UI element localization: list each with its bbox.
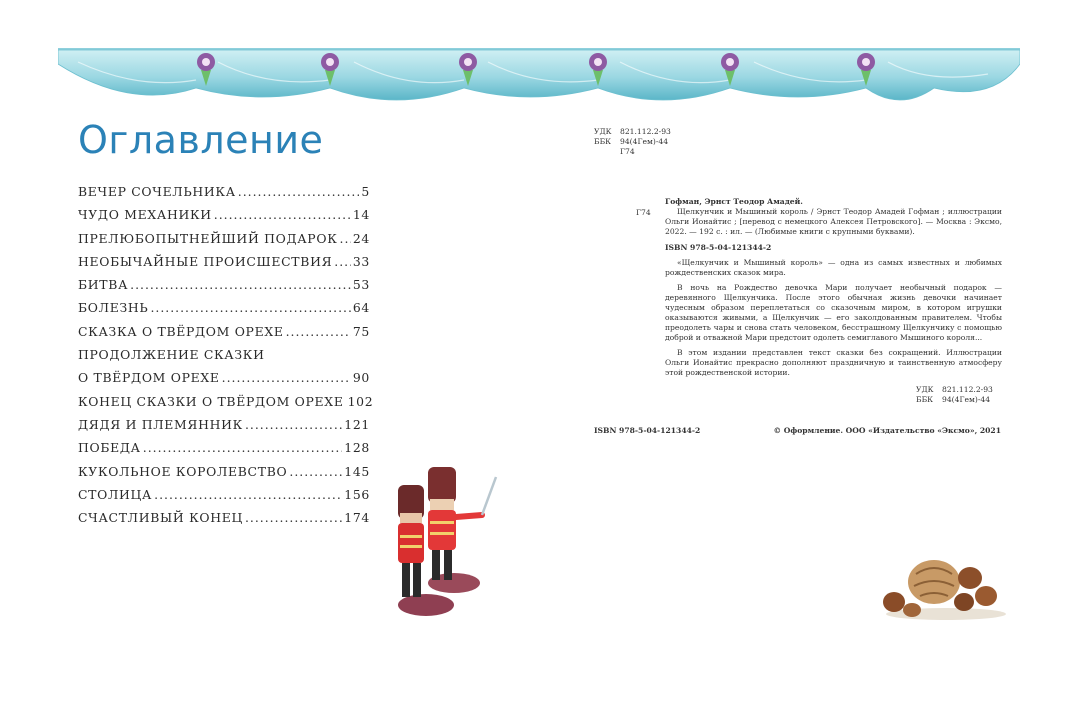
udk-value: 821.112.2-93 — [942, 385, 993, 394]
catalog-codes-bottom — [916, 385, 993, 405]
toc-entry-page: 75 — [352, 323, 370, 339]
toc-entry-title: ЧУДО МЕХАНИКИ — [78, 207, 212, 223]
bbk-label: ББК — [916, 395, 934, 404]
catalog-codes-top — [594, 127, 671, 157]
toc-entry-title: НЕОБЫЧАЙНЫЕ ПРОИСШЕСТВИЯ — [78, 253, 333, 269]
toc-entry-title: ВЕЧЕР СОЧЕЛЬНИКА — [78, 184, 236, 199]
toc-entry — [78, 483, 370, 506]
toc-entry-page: 33 — [352, 253, 370, 269]
toc-entry — [78, 436, 370, 459]
toc-entry — [78, 273, 370, 296]
record-description: Щелкунчик и Мышиный король / Эрнст Теодор Амадей Гофман ; иллюстрации Ольги Ионайтис ; [перевод с немецкого Алексея Петровского]. — Москва : Эксмо, 2022. — 192 с. : ил. — (Любимые книги с крупными буквами). — [665, 207, 1002, 236]
toc-entry-page: 14 — [352, 207, 370, 223]
toc-entry-title: КОНЕЦ СКАЗКИ О ТВЁРДОМ ОРЕХЕ — [78, 393, 344, 409]
toc-leader-dots — [245, 413, 342, 436]
toc-entry-title: О ТВЁРДОМ ОРЕХЕ — [78, 370, 220, 386]
toc-entry-page: 102 — [347, 393, 374, 409]
footer-copyright: © Оформление. ООО «Издательство «Эксмо», 2021 — [773, 426, 1001, 435]
toc-entry-title: СЧАСТЛИВЫЙ КОНЕЦ — [78, 510, 243, 526]
toc-leader-dots — [289, 460, 342, 483]
toc-leader-dots — [222, 366, 351, 389]
toc-entry-page: 156 — [344, 486, 370, 502]
toc-entry — [78, 227, 370, 250]
toc-entry — [78, 320, 370, 343]
annotation-paragraph: В этом издании представлен текст сказки без сокращений. Иллюстрации Ольги Ионайтис прекрасно дополняют праздничную и таинственную атмосферу этой рождественской истории. — [665, 348, 1002, 377]
toc-entry — [78, 413, 370, 436]
annotation-paragraph: «Щелкунчик и Мышиный король» — одна из самых известных и любимых рождественских сказок мира. — [665, 258, 1002, 277]
toc-leader-dots — [214, 203, 351, 226]
toc-entry — [78, 506, 370, 529]
bbk-label: ББК — [594, 137, 612, 146]
toc-leader-dots — [286, 320, 351, 343]
toc-entry-title: БОЛЕЗНЬ — [78, 300, 149, 316]
toc-entry-page: 90 — [352, 370, 370, 386]
bbk-value: 94(4Гем)-44 — [942, 395, 991, 404]
toc-entry-page: 53 — [352, 277, 370, 293]
toc-entry-title: СКАЗКА О ТВЁРДОМ ОРЕХЕ — [78, 323, 284, 339]
toc-entry-title: БИТВА — [78, 277, 129, 293]
udk-label: УДК — [916, 385, 934, 394]
toc-entry — [78, 296, 370, 319]
record-isbn: ISBN 978-5-04-121344-2 — [665, 243, 772, 252]
toc-leader-dots — [130, 273, 351, 296]
toc-entry — [78, 460, 370, 483]
toc-entry-page: 5 — [361, 184, 370, 199]
toc-entry-title: ПРОДОЛЖЕНИЕ СКАЗКИ — [78, 347, 265, 363]
drape-garland-illustration — [58, 40, 1020, 120]
udk-value: 821.112.2-93 — [620, 127, 671, 136]
toc-entry-page: 64 — [352, 300, 370, 316]
toc-entry-page: 145 — [344, 463, 370, 479]
toc-entry-page: 128 — [344, 440, 370, 456]
bbk-value: 94(4Гем)-44 — [620, 137, 669, 146]
toc-entry — [78, 366, 370, 389]
toc-entry — [78, 180, 370, 203]
bibliographic-record — [636, 197, 1002, 378]
toc-entry-title: ПРЕЛЮБОПЫТНЕЙШИЙ ПОДАРОК — [78, 230, 338, 246]
toc-entry-title: ПОБЕДА — [78, 440, 141, 456]
udk-label: УДК — [594, 127, 612, 136]
toc-leader-dots — [150, 296, 350, 319]
toc-entry — [78, 203, 370, 226]
toc-leader-dots — [334, 250, 351, 273]
footer-isbn: ISBN 978-5-04-121344-2 — [594, 426, 701, 435]
toc-leader-dots — [238, 180, 360, 203]
record-mark: Г74 — [636, 208, 651, 217]
toc-entry-title: СТОЛИЦА — [78, 486, 153, 502]
toc-leader-dots — [340, 227, 351, 250]
toc-leader-dots — [143, 436, 342, 459]
toc-list — [78, 180, 374, 529]
record-author: Гофман, Эрнст Теодор Амадей. — [665, 197, 803, 206]
toc-entry — [78, 250, 370, 273]
nutcracker-soldiers-illustration — [386, 455, 508, 625]
toc-entry-page: 121 — [344, 416, 370, 432]
toc-entry — [78, 343, 370, 366]
toc-entry — [78, 390, 374, 413]
toc-entry-title: КУКОЛЬНОЕ КОРОЛЕВСТВО — [78, 463, 288, 479]
annotation-paragraph: В ночь на Рождество девочка Мари получает необычный подарок — деревянного Щелкунчика. После этого обычная жизнь девочки начинает чудесным образом переплетаться со сказочным миром, в котором игрушки оказываются живыми, а Щелкунчик — его заколдованным правителем. Чтобы преодолеть чары и снова стать человеком, бесстрашному Щелкунчику с помощью доброй и отважной Мари предстоит одолеть семиглавого Мышиного короля... — [665, 283, 1002, 342]
toc-entry-title: ДЯДЯ И ПЛЕМЯННИК — [78, 416, 243, 432]
toc-title: Оглавление — [78, 118, 324, 162]
toc-leader-dots — [245, 506, 342, 529]
walnuts-illustration — [876, 552, 1008, 622]
toc-leader-dots — [154, 483, 342, 506]
toc-entry-page: 24 — [352, 230, 370, 246]
toc-entry-page: 174 — [344, 510, 370, 526]
author-mark: Г74 — [620, 147, 635, 156]
